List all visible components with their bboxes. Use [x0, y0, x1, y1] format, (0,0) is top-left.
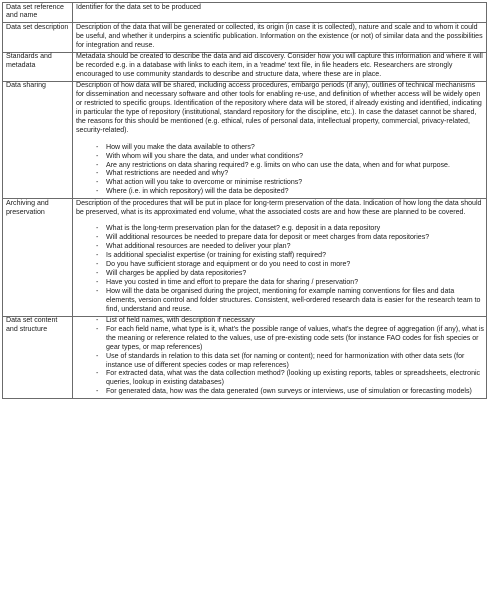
- question-item: - What is the long-term preservation plan for the dataset? e.g. deposit in a data repository: [96, 225, 484, 234]
- question-item: - Have you costed in time and effort to prepare the data for sharing / preservation?: [96, 279, 484, 288]
- table-row: [3, 316, 487, 399]
- question-item: - Are any restrictions on data sharing required? e.g. limits on who can use the data, when and for what purpose.: [96, 162, 484, 171]
- row-label: Standards and metadata: [3, 52, 73, 81]
- table-row: [3, 23, 487, 52]
- question-item: - Will charges be applied by data repositories?: [96, 270, 484, 279]
- row-label: Data set description: [3, 23, 73, 52]
- row-label: Data sharing: [3, 81, 73, 198]
- question-item: - For extracted data, what was the data collection method? (looking up existing reports, tables or spreadsheets, electronic queries, lookup in existing databases): [96, 370, 484, 388]
- table-row: [3, 3, 487, 23]
- spacer: [76, 217, 484, 225]
- question-list: [76, 317, 484, 397]
- question-item: - Is additional specialist expertise (or training for existing staff) required?: [96, 252, 484, 261]
- row-content: [73, 3, 487, 23]
- row-content: [73, 316, 487, 399]
- description-paragraph: Description of how data will be shared, including access procedures, embargo periods (if any), outlines of technical mechanisms for dissemination and necessary software and other tools for enabling re-use, and definition of whether access will be widely open or restricted to specific groups. Identification of the repository where data will be stored, if already existing and identified, indicating in particular the type of repository (institutional, standard repository for the discipline, etc.). In case the dataset cannot be shared, the reasons for this should be mentioned (e.g. ethical, rules of personal data, intellectual property, commercial, privacy-related, security-related).: [76, 82, 482, 134]
- question-item: - Do you have sufficient storage and equipment or do you need to cost in more?: [96, 261, 484, 270]
- row-label: Archiving and preservation: [3, 199, 73, 316]
- question-item: - How will you make the data available to others?: [96, 144, 484, 153]
- question-item: - What additional resources are needed to deliver your plan?: [96, 243, 484, 252]
- row-label: Data set content and structure: [3, 316, 73, 399]
- question-list: [76, 144, 484, 197]
- description-paragraph: Identifier for the data set to be produced: [76, 3, 201, 11]
- question-item: - List of field names, with description if necessary: [96, 317, 484, 326]
- description-paragraph: Metadata should be created to describe the data and aid discovery. Consider how you will capture this information and where it will be recorded e.g. in a database with links to each item, in a 'readme' text file, in file headers etc. Researchers are strongly encouraged to use community standards to describe and structure data, where these are in place.: [76, 53, 483, 78]
- row-content: [73, 199, 487, 316]
- question-item: - For each field name, what type is it, what's the possible range of values, what's the degree of aggregation (if any), what is the meaning or reference related to the values, use of pre-existing code sets (for instance FAO codes for fish species or gear types, or map references): [96, 326, 484, 353]
- row-label: Data set reference and name: [3, 3, 73, 23]
- question-item: - What action will you take to overcome or minimise restrictions?: [96, 179, 484, 188]
- question-item: - With whom will you share the data, and under what conditions?: [96, 153, 484, 162]
- spacer: [76, 136, 484, 144]
- question-list: [76, 225, 484, 314]
- table-row: [3, 199, 487, 316]
- question-item: - Use of standards in relation to this data set (for naming or content); need for harmonization with other data sets (for instance use of different species codes or map references): [96, 353, 484, 371]
- question-item: - Where (i.e. in which repository) will the data be deposited?: [96, 188, 484, 197]
- row-content: [73, 52, 487, 81]
- question-item: - What restrictions are needed and why?: [96, 170, 484, 179]
- table-row: [3, 52, 487, 81]
- data-management-table: [2, 2, 487, 399]
- question-item: - Will additional resources be needed to prepare data for deposit or meet charges from data repositories?: [96, 234, 484, 243]
- table-row: [3, 81, 487, 198]
- question-item: - How will the data be organised during the project, mentioning for example naming conventions for files and data elements, version control and folder structures. Consistent, well-ordered research data is easier for the research team to find, understand and reuse.: [96, 288, 484, 315]
- description-paragraph: Description of the data that will be generated or collected, its origin (in case it is collected), nature and scale and to whom it could be useful, and whether it underpins a scientific publication. Information on the existence (or not) of similar data and the possibilities for integration and reuse.: [76, 23, 483, 49]
- row-content: [73, 23, 487, 52]
- description-paragraph: Description of the procedures that will be put in place for long-term preservation of the data. Indication of how long the data should be preserved, what is its approximated end volume, what the associated costs are and how these are planned to be covered.: [76, 199, 482, 216]
- table-body: [3, 3, 487, 399]
- row-content: [73, 81, 487, 198]
- question-item: - For generated data, how was the data generated (own surveys or interviews, use of simulation or forecasting models): [96, 388, 484, 397]
